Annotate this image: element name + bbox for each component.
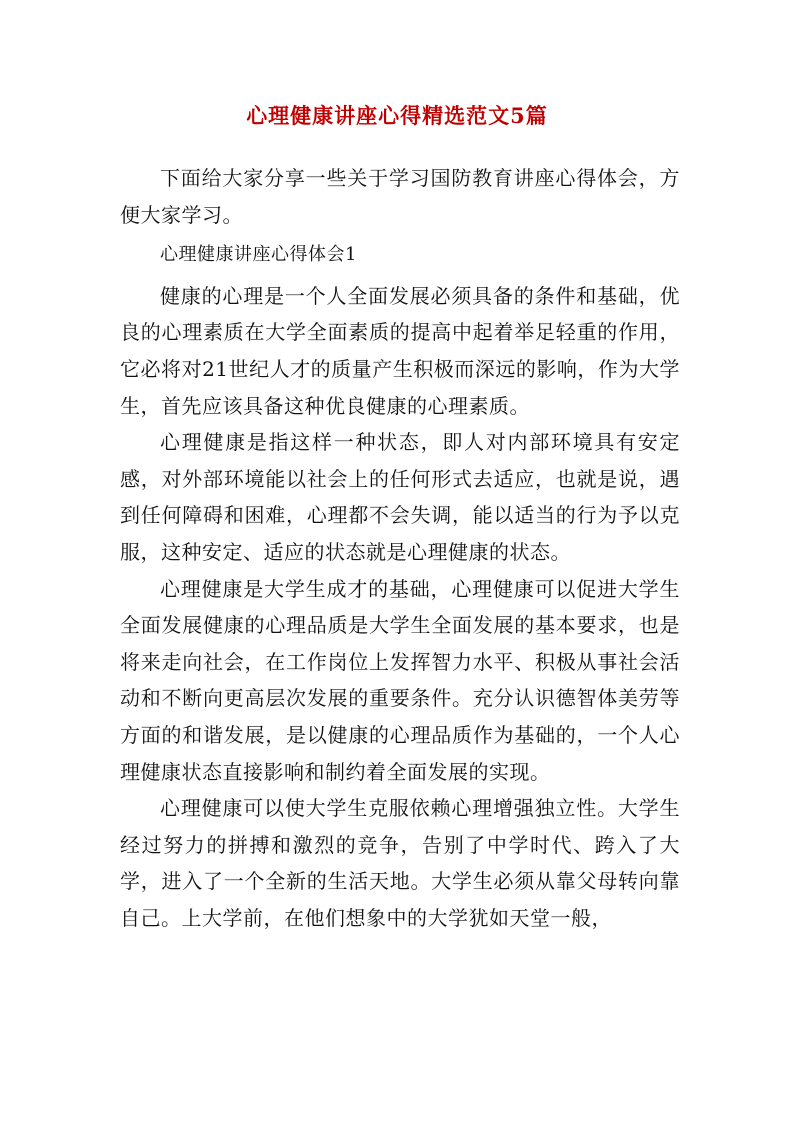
document-body	[120, 160, 680, 936]
body-paragraph: 心理健康可以使大学生克服依赖心理增强独立性。大学生经过努力的拼搏和激烈的竞争，告别了中学时代、跨入了大学，进入了一个全新的生活天地。大学生必须从靠父母转向靠自己。上大学前，在他们想象中的大学犹如天堂一般，	[120, 796, 680, 930]
body-paragraph: 健康的心理是一个人全面发展必须具备的条件和基础，优良的心理素质在大学全面素质的提高中起着举足轻重的作用，它必将对21世纪人才的质量产生积极而深远的影响，作为大学生，首先应该具备这种优良健康的心理素质。	[120, 283, 680, 418]
document-title: 心理健康讲座心得精选范文5篇	[246, 103, 548, 128]
body-paragraph: 心理健康是指这样一种状态，即人对内部环境具有安定感，对外部环境能以社会上的任何形式去适应，也就是说，遇到任何障碍和困难，心理都不会失调，能以适当的行为予以克服，这种安定、适应的状态就是心理健康的状态。	[120, 430, 680, 564]
section-heading: 心理健康讲座心得体会1	[160, 244, 357, 266]
intro-paragraph: 下面给大家分享一些关于学习国防教育讲座心得体会，方便大家学习。	[120, 166, 680, 227]
body-paragraph: 心理健康是大学生成才的基础，心理健康可以促进大学生全面发展健康的心理品质是大学生全面发展的基本要求，也是将来走向社会，在工作岗位上发挥智力水平、积极从事社会活动和不断向更高层次发展的重要条件。充分认识德智体美劳等方面的和谐发展，是以健康的心理品质作为基础的，一个人心理健康状态直接影响和制约着全面发展的实现。	[120, 576, 680, 784]
